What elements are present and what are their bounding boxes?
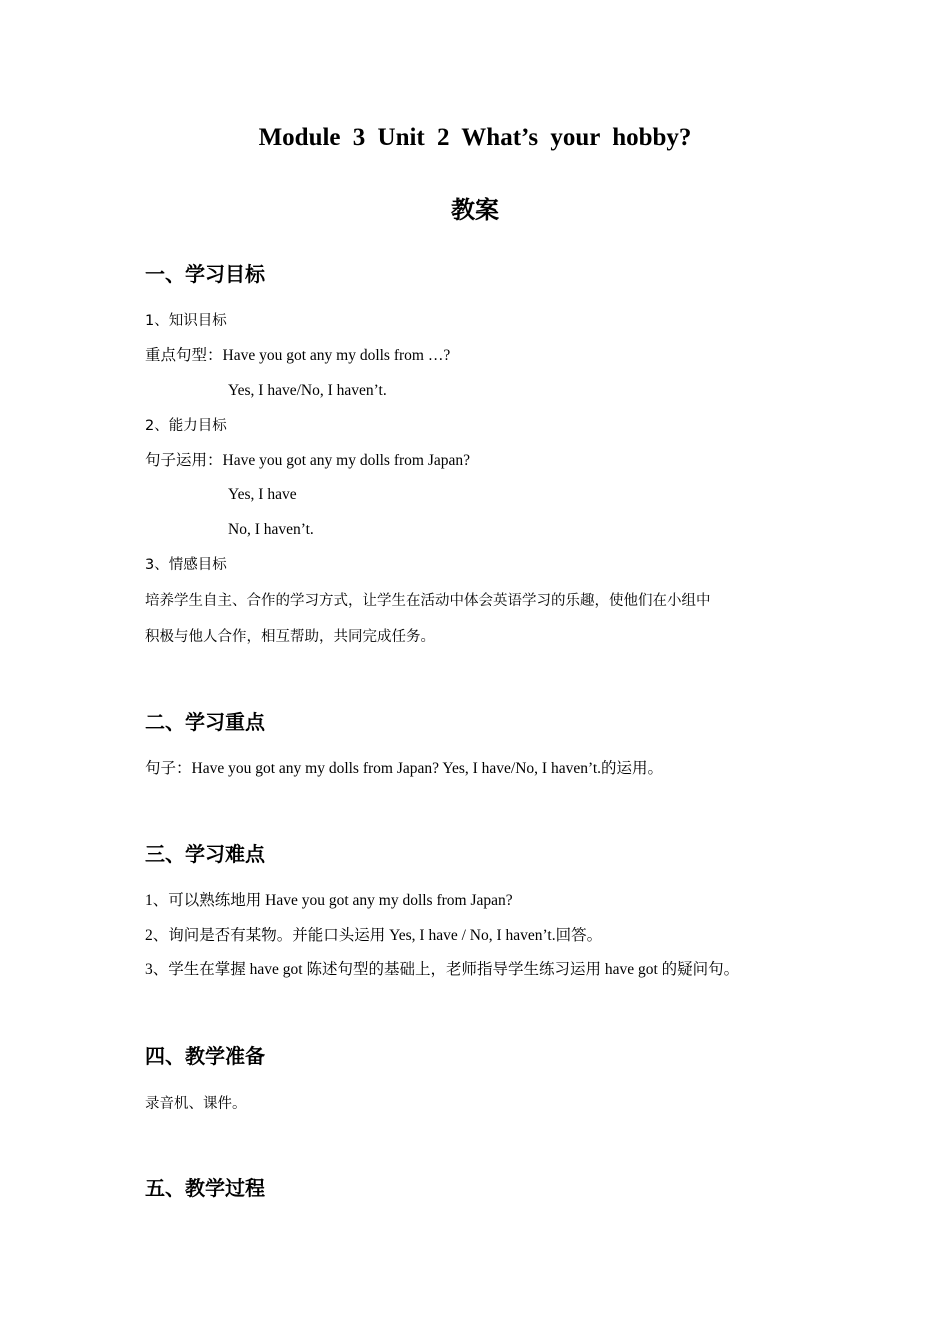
objective-usage-yes: Yes, I have <box>228 486 297 503</box>
difficulty-item-2: 2、询问是否有某物。并能口头运用 Yes, I have / No, I haven’t.回答。 <box>145 927 603 944</box>
objective-sentence-usage: 句子运用：Have you got any my dolls from Japan? <box>145 452 471 469</box>
preparation-text: 录音机、课件。 <box>145 1096 247 1112</box>
key-point-text: 句子：Have you got any my dolls from Japan? Yes, I have/No, I haven’t.的运用。 <box>145 760 664 777</box>
section-heading-objectives: 一、学习目标 <box>145 262 265 286</box>
document-subtitle: 教案 <box>451 196 499 224</box>
objective-ability-label: 2、能力目标 <box>145 418 227 434</box>
objective-emotion-text-2: 积极与他人合作，相互帮助，共同完成任务。 <box>145 629 435 645</box>
difficulty-item-3: 3、学生在掌握 have got 陈述句型的基础上，老师指导学生练习运用 have got 的疑问句。 <box>145 961 740 978</box>
objective-knowledge-label: 1、知识目标 <box>145 313 227 329</box>
objective-emotion-text-1: 培养学生自主、合作的学习方式，让学生在活动中体会英语学习的乐趣，使他们在小组中 <box>145 593 711 609</box>
section-heading-difficulties: 三、学习难点 <box>145 842 265 866</box>
section-heading-process: 五、教学过程 <box>145 1176 265 1200</box>
objective-emotion-label: 3、情感目标 <box>145 557 227 573</box>
difficulty-item-1: 1、可以熟练地用 Have you got any my dolls from Japan? <box>145 892 513 909</box>
objective-usage-no: No, I haven’t. <box>228 521 314 538</box>
objective-key-answer: Yes, I have/No, I haven’t. <box>228 382 387 399</box>
document-title: Module 3 Unit 2 What’s your hobby? <box>258 124 692 151</box>
objective-key-sentence: 重点句型：Have you got any my dolls from …? <box>145 347 451 364</box>
section-heading-key-points: 二、学习重点 <box>145 710 265 734</box>
section-heading-preparation: 四、教学准备 <box>145 1044 265 1068</box>
